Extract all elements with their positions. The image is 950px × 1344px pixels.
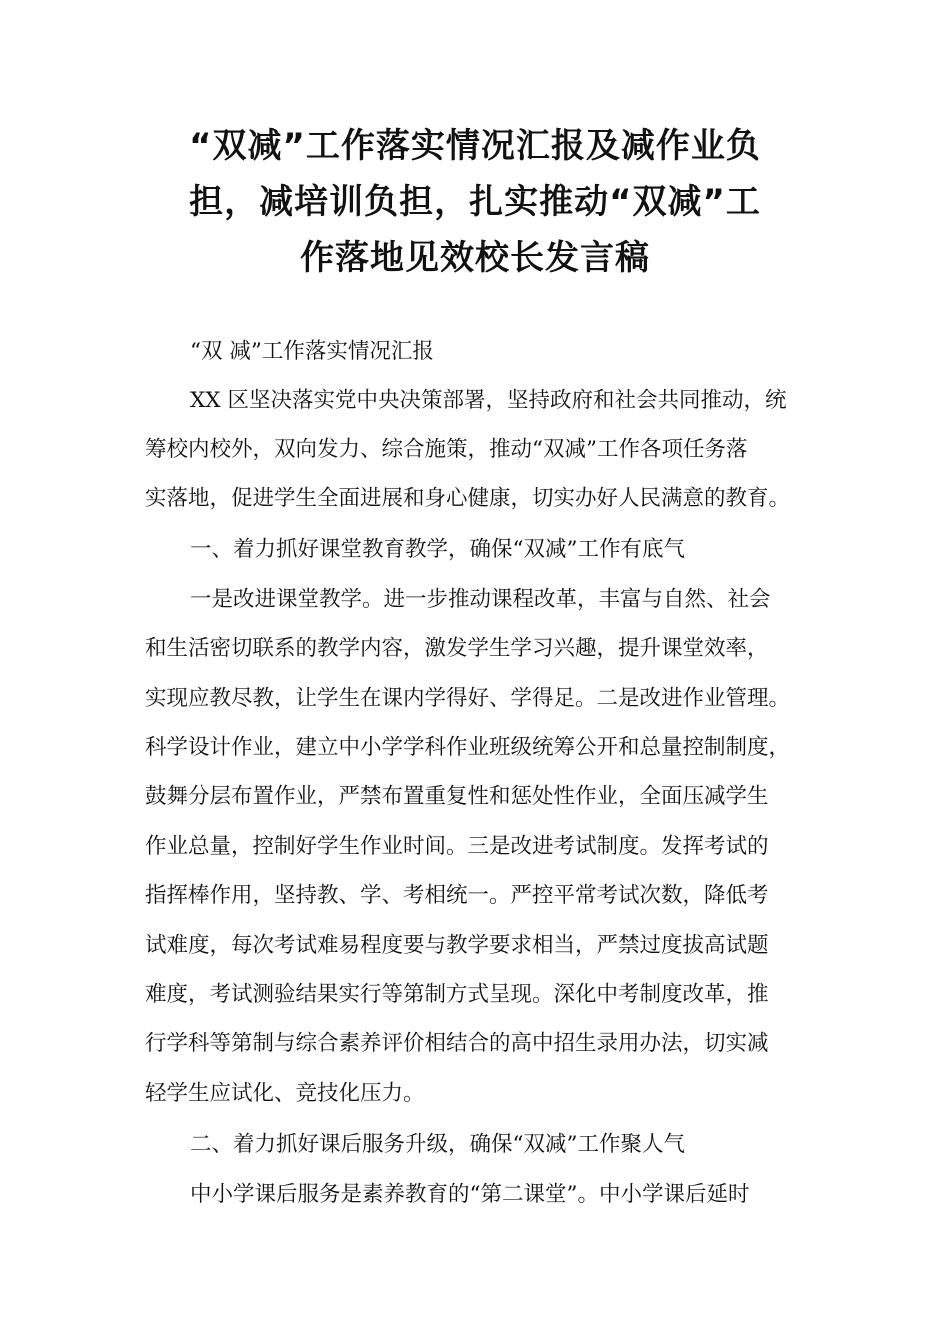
paragraph-line: XX 区坚决落实党中央决策部署，坚持政府和社会共同推动，统 xyxy=(190,388,787,413)
title-line-2: 担，减培训负担，扎实推动“双减”工 xyxy=(189,182,761,222)
paragraph-line: 实现应教尽教，让学生在课内学得好、学得足。二是改进作业管理。 xyxy=(145,686,791,711)
paragraph-line: 指挥棒作用，坚持教、学、考相统一。严控平常考试次数，降低考 xyxy=(145,883,769,908)
paragraph-line: 鼓舞分层布置作业，严禁布置重复性和惩处性作业，全面压减学生 xyxy=(145,784,769,809)
paragraph-line: 作业总量，控制好学生作业时间。三是改进考试制度。发挥考试的 xyxy=(145,834,769,859)
paragraph-line: 和生活密切联系的教学内容，激发学生学习兴趣，提升课堂效率， xyxy=(145,636,769,661)
title-line-1: “双减”工作落实情况汇报及减作业负 xyxy=(189,126,761,166)
paragraph-line: 难度，考试测验结果实行等第制方式呈现。深化中考制度改革，推 xyxy=(145,982,769,1007)
document-title xyxy=(110,118,840,286)
paragraph-line: 试难度，每次考试难易程度要与教学要求相当，严禁过度拔高试题 xyxy=(145,933,769,958)
paragraph-line: 筹校内校外，双向发力、综合施策，推动“双减”工作各项任务落 xyxy=(145,437,748,462)
section-heading: 一、着力抓好课堂教育教学，确保“双减”工作有底气 xyxy=(190,537,685,562)
section-heading: “双 减”工作落实情况汇报 xyxy=(190,339,434,364)
paragraph-line: 行学科等第制与综合素养评价相结合的高中招生录用办法，切实减 xyxy=(145,1031,769,1056)
paragraph-line: 中小学课后服务是素养教育的“第二课堂”。中小学课后延时 xyxy=(190,1182,750,1207)
paragraph-line: 轻学生应试化、竞技化压力。 xyxy=(145,1081,425,1106)
title-line-3: 作落地见效校长发言稿 xyxy=(300,238,650,278)
paragraph-line: 实落地，促进学生全面进展和身心健康，切实办好人民满意的教育。 xyxy=(145,486,791,511)
paragraph-line: 一是改进课堂教学。进一步推动课程改革，丰富与自然、社会 xyxy=(190,587,771,612)
section-heading: 二、着力抓好课后服务升级，确保“双减”工作聚人气 xyxy=(190,1132,685,1157)
paragraph-line: 科学设计作业，建立中小学学科作业班级统筹公开和总量控制制度， xyxy=(145,735,791,760)
